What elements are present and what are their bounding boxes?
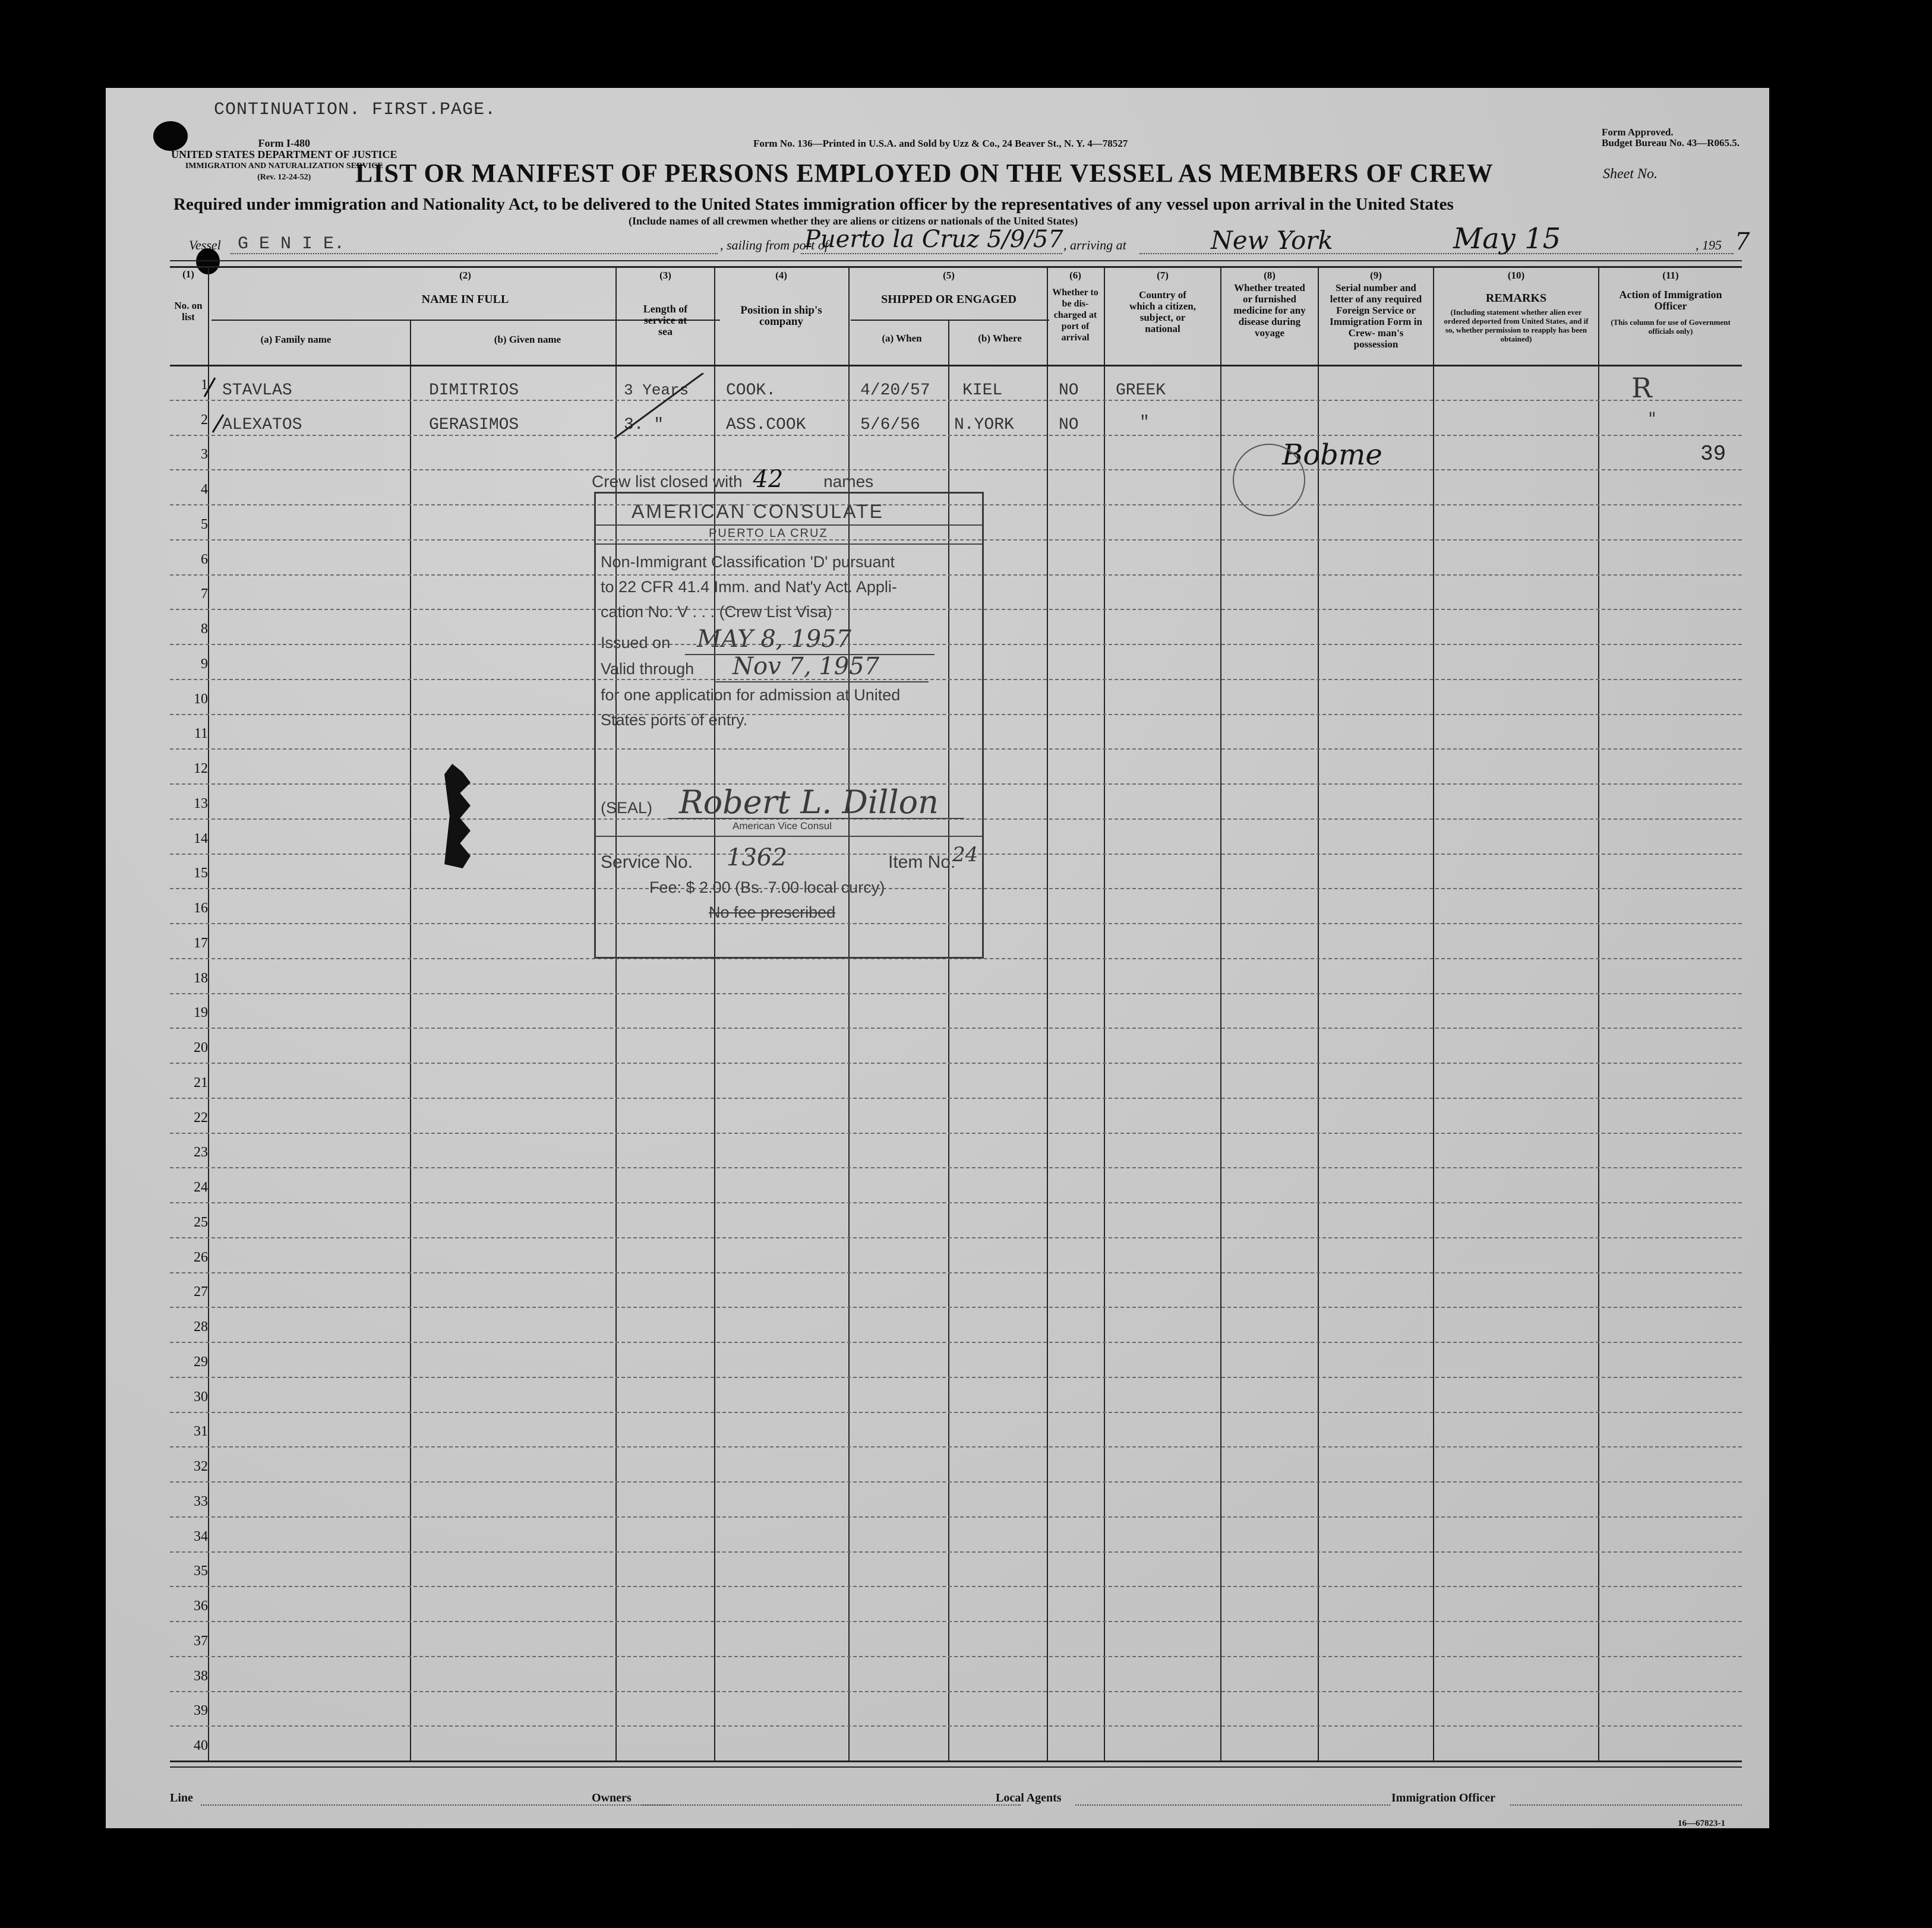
row-number: 7 (201, 586, 208, 602)
row-number: 9 (201, 656, 208, 672)
row-2-action: " (1648, 409, 1656, 429)
row-2-position: ASS.COOK (726, 416, 806, 434)
row-number: 25 (194, 1214, 208, 1230)
footer-immigration-officer: Immigration Officer (1391, 1791, 1495, 1804)
row-rule (170, 1098, 1742, 1099)
stamp-service-value: 1362 (727, 844, 787, 871)
row-number: 30 (194, 1389, 208, 1405)
row-number: 32 (194, 1459, 208, 1474)
stamp-issued-label: Issued on (601, 634, 671, 652)
row-number: 40 (194, 1738, 208, 1753)
crew-list-num: 42 (753, 466, 784, 493)
row-rule (170, 469, 1742, 470)
row-number: 1 (201, 377, 208, 393)
form-print-info: Form No. 136—Printed in U.S.A. and Sold by Uzz & Co., 24 Beaver St., N. Y. 4—78527 (753, 138, 1128, 149)
row-rule (170, 1028, 1742, 1029)
row-2-country: " (1139, 413, 1150, 432)
row-1-position: COOK. (726, 381, 776, 400)
row-number: 20 (194, 1040, 208, 1055)
remarks-signature: Bobme (1282, 438, 1382, 472)
row-number: 13 (194, 795, 208, 811)
row-rule (170, 1307, 1742, 1308)
row-rule (170, 1237, 1742, 1238)
stamp-line-6: for one application for admission at United (601, 686, 901, 704)
stamp-line-3: cation No. V . . . (Crew List Visa) (601, 603, 832, 621)
stamp-valid-value: Nov 7, 1957 (733, 653, 880, 680)
row-number: 3 (201, 447, 208, 463)
footer-owners: Owners (592, 1791, 632, 1804)
row-number: 29 (194, 1354, 208, 1370)
stamp-item-label: Item No. (888, 852, 956, 872)
row-number: 12 (194, 761, 208, 776)
stamp-seal: (SEAL) (601, 799, 653, 817)
row-rule (170, 1621, 1742, 1622)
row-rule (170, 1412, 1742, 1413)
row-rule (170, 1272, 1742, 1273)
row-rule (170, 993, 1742, 994)
row-number: 24 (194, 1180, 208, 1195)
sheet-no-label: Sheet No. (1603, 166, 1658, 182)
row-1-given: DIMITRIOS (429, 381, 519, 400)
footer-local-agents: Local Agents (996, 1791, 1062, 1804)
row-rule (170, 1342, 1742, 1343)
row-number: 21 (194, 1074, 208, 1091)
include-statement: (Include names of all crewmen whether they are aliens or citizens or nationals of the United States) (629, 215, 1078, 227)
row-2-service: 3. " (624, 416, 664, 434)
sailing-label: , sailing from port of (720, 238, 828, 252)
row-number: 28 (194, 1319, 208, 1335)
col-4-header: (4) Position in ship's company (740, 270, 822, 328)
row-1-discharged: NO (1059, 381, 1079, 400)
page-title: LIST OR MANIFEST OF PERSONS EMPLOYED ON THE VESSEL AS MEMBERS OF CREW (355, 159, 1494, 188)
row-2-discharged: NO (1059, 416, 1079, 434)
stamp-no-fee: No fee prescribed (709, 903, 836, 921)
row-number: 34 (194, 1528, 208, 1544)
row-number: 17 (194, 935, 208, 951)
row-1-when: 4/20/57 (860, 381, 930, 400)
row-number: 2 (201, 412, 208, 428)
consulate-stamp (594, 492, 984, 959)
row-number: 27 (194, 1284, 208, 1300)
col-2a-header: (a) Family name (260, 334, 332, 345)
row-rule (170, 1133, 1742, 1134)
stamp-item-value: 24 (952, 843, 978, 867)
row-2-family: ALEXATOS (222, 416, 302, 434)
row-2-given: GERASIMOS (429, 416, 519, 434)
stamp-line-7: States ports of entry. (601, 711, 748, 729)
row-1-family: STAVLAS (222, 381, 292, 400)
row-number: 5 (201, 516, 208, 532)
manifest-page (106, 88, 1769, 1828)
row-rule (170, 1481, 1742, 1483)
stamp-vice-consul: American Vice Consul (733, 820, 832, 832)
stamp-place: PUERTO LA CRUZ (709, 527, 828, 540)
agency-line-2: IMMIGRATION AND NATURALIZATION SERVICE (185, 162, 383, 170)
row-number: 8 (201, 621, 208, 637)
col-1-header: (1) No. on list (174, 268, 203, 323)
row-rule (170, 1167, 1742, 1168)
row-number: 37 (194, 1633, 208, 1649)
row-number: 38 (194, 1668, 208, 1684)
ink-circle (1227, 438, 1311, 521)
row-rule (170, 1551, 1742, 1553)
crew-list-post: names (823, 472, 874, 491)
torn-mark (444, 764, 471, 868)
footer-code: 16—67823-1 (1678, 1819, 1725, 1828)
row-rule (170, 1446, 1742, 1447)
form-approved (1602, 127, 1740, 148)
row-1-action: R (1631, 372, 1652, 404)
arrival-date: May 15 (1453, 222, 1561, 255)
stamp-valid-label: Valid through (601, 660, 694, 678)
col-3-header: (3) Length of service at sea (643, 270, 688, 337)
row-number: 26 (194, 1249, 208, 1265)
col-2-header: (2) NAME IN FULL (421, 270, 509, 306)
continuation-label: CONTINUATION. FIRST.PAGE. (214, 100, 497, 120)
col-6-header: (6) Whether to be dis- charged at port of arrival (1052, 270, 1098, 343)
row-rule (170, 1656, 1742, 1657)
row-rule (170, 1586, 1742, 1587)
row-number: 18 (194, 970, 208, 986)
col-11-header: (11) Action of Immigration Officer (This column for use of Government officials only) (1611, 270, 1731, 336)
row-2-where: N.YORK (954, 416, 1014, 434)
row-number: 14 (194, 830, 208, 846)
year-prefix: , 195 (1696, 238, 1722, 252)
vessel-value: G E N I E. (238, 234, 345, 254)
row-number: 33 (194, 1493, 208, 1509)
agency-line-1: UNITED STATES DEPARTMENT OF JUSTICE (171, 148, 397, 160)
col-2b-header: (b) Given name (494, 334, 561, 345)
approved-line-2: Budget Bureau No. 43—R065.5. (1602, 137, 1740, 148)
row-number: 31 (194, 1424, 208, 1440)
col-5-header: (5) SHIPPED OR ENGAGED (881, 270, 1016, 306)
revision: (Rev. 12-24-52) (257, 173, 311, 182)
checkmark-strokes (189, 373, 842, 444)
page-count: 39 (1700, 442, 1726, 466)
row-1-country: GREEK (1116, 381, 1166, 400)
row-number: 35 (194, 1563, 208, 1579)
crew-list-closed (592, 466, 873, 493)
approved-line-1: Form Approved. (1602, 127, 1674, 138)
row-1-service: 3 Years (624, 381, 689, 399)
col-5a-header: (a) When (882, 333, 922, 344)
row-rule (170, 1063, 1742, 1064)
footer-line: Line (170, 1791, 193, 1804)
year-value: 7 (1735, 228, 1750, 255)
row-number: 36 (194, 1598, 208, 1614)
row-number: 10 (194, 691, 208, 707)
stamp-line-2: to 22 CFR 41.4 Imm. and Nat'y Act. Appli- (601, 578, 897, 596)
row-number: 6 (201, 551, 208, 567)
stamp-fee: Fee: $ 2.00 (Bs. 7.00 local curcy) (649, 878, 885, 896)
stamp-service-label: Service No. (601, 852, 693, 872)
row-number: 22 (194, 1110, 208, 1126)
required-statement: Required under immigration and Nationality Act, to be delivered to the United States immigration officer by the representatives of any vessel upon arrival in the United States (173, 195, 1454, 214)
form-id: Form I-480 (258, 137, 310, 149)
sailing-value: Puerto la Cruz 5/9/57 (804, 226, 1063, 253)
stamp-line-1: Non-Immigrant Classification 'D' pursuant (601, 553, 895, 571)
row-rule (170, 1516, 1742, 1518)
row-rule (170, 1691, 1742, 1692)
row-number: 16 (194, 900, 208, 916)
row-2-when: 5/6/56 (860, 416, 920, 434)
row-number: 23 (194, 1145, 208, 1161)
row-number: 19 (194, 1005, 208, 1021)
row-number: 11 (194, 726, 208, 742)
arriving-value: New York (1211, 226, 1333, 255)
col-7-header: (7) Country of which a citizen, subject, or national (1129, 270, 1196, 334)
col-10-header: (10) REMARKS (Including statement whether alien ever ordered deported from United States, and if so, whether permission to reapply has been obtained) (1444, 270, 1589, 343)
row-number: 15 (194, 865, 208, 881)
row-rule (170, 1377, 1742, 1378)
col-9-header: (9) Serial number and letter of any required Foreign Service or Immigration Form in Crew- man's possession (1330, 270, 1422, 350)
stamp-signature: Robert L. Dillon (679, 783, 939, 821)
row-rule (170, 1202, 1742, 1203)
row-rule (170, 1725, 1742, 1727)
col-5b-header: (b) Where (978, 333, 1022, 344)
stamp-title: AMERICAN CONSULATE (632, 501, 885, 522)
crew-list-pre: Crew list closed with (592, 472, 743, 491)
row-number: 4 (201, 482, 208, 497)
arriving-label: , arriving at (1063, 238, 1126, 252)
row-1-where: KIEL (962, 381, 1003, 400)
stamp-issued-value: MAY 8, 1957 (697, 625, 852, 653)
row-number: 39 (194, 1703, 208, 1719)
col-8-header: (8) Whether treated or furnished medicine for any disease during voyage (1233, 270, 1306, 339)
vessel-label: Vessel (189, 238, 221, 252)
header-bottom-rule (170, 365, 1742, 366)
